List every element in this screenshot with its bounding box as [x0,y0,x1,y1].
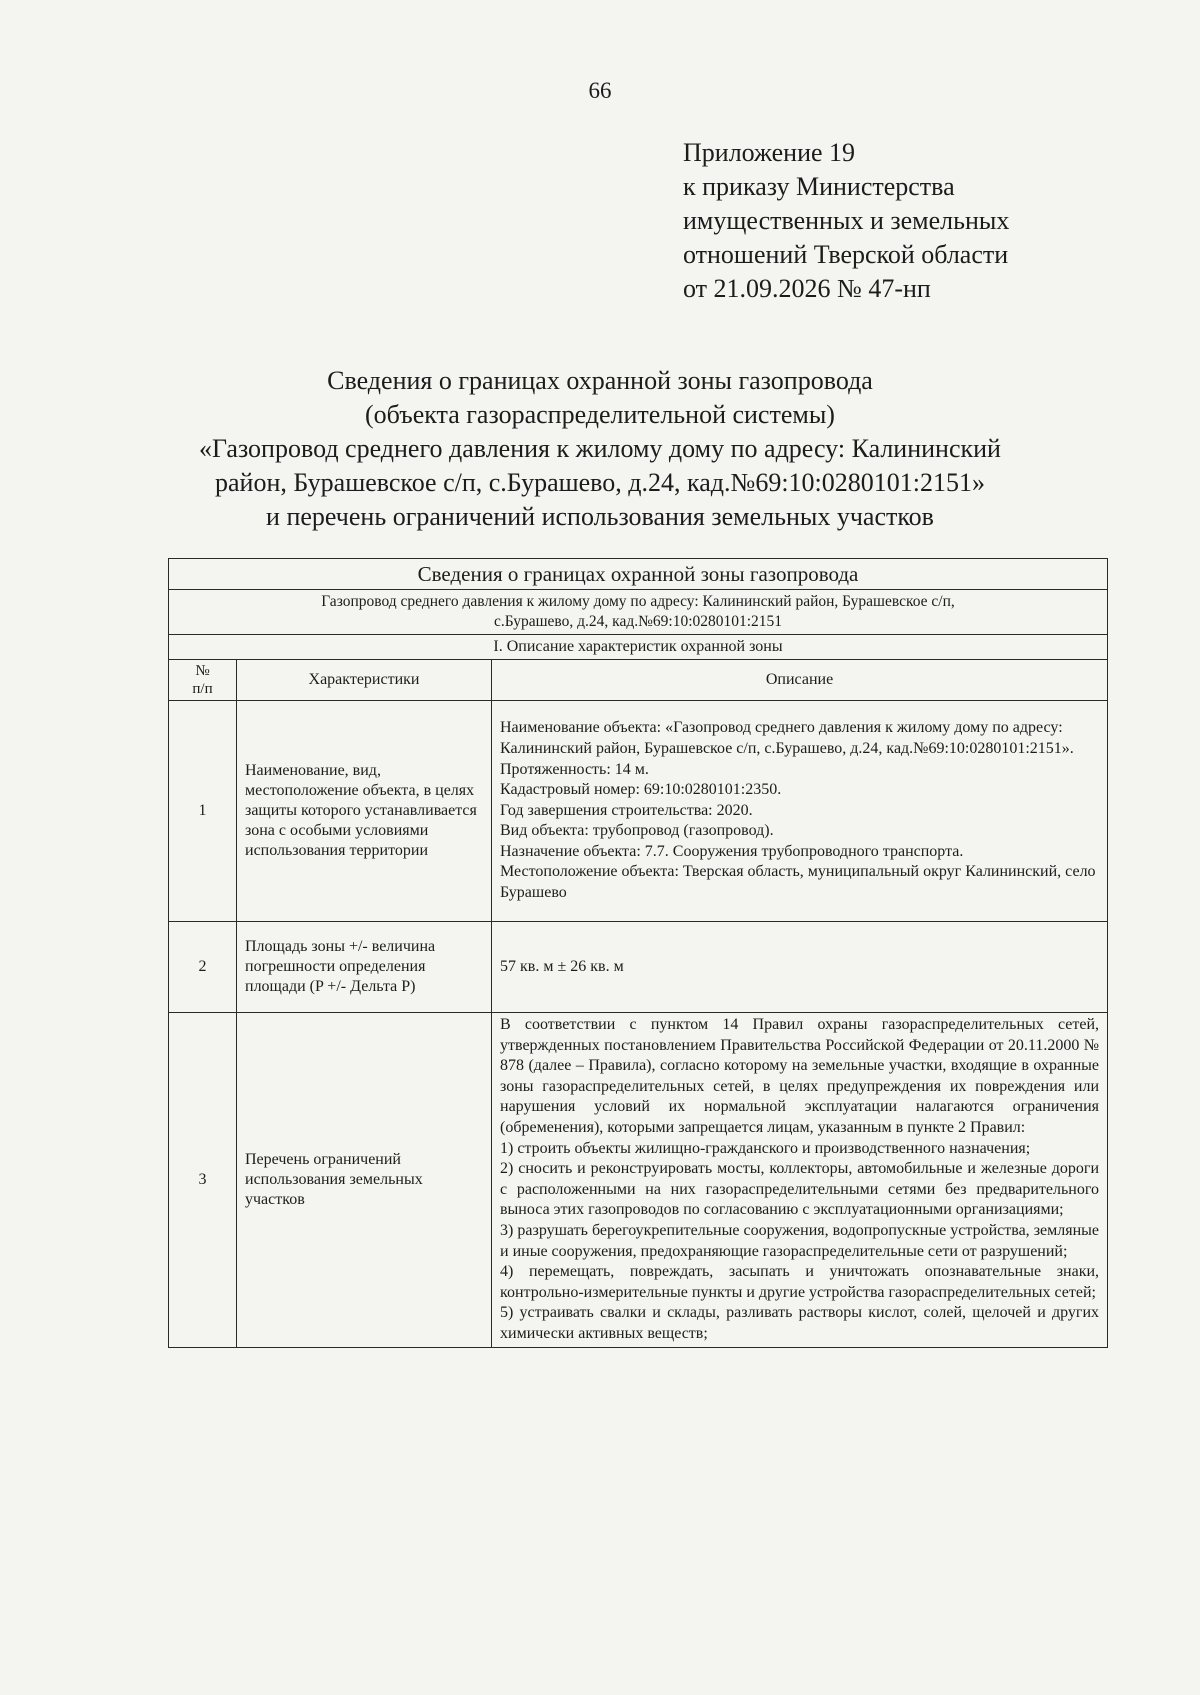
row-characteristic: Площадь зоны +/- величина погрешности определения площади (P +/- Дельта P) [237,922,492,1013]
description-paragraph: В соответствии с пунктом 14 Правил охраны газораспределительных сетей, утвержденных постановлением Правительства Российской Федерации от 20.11.2000 № 878 (далее – Правила), согласно которому на земельные участки, входящие в охранные зоны газораспределительных сетей, в целях предупреждения их повреждения или нарушения условий их нормальной эксплуатации налагаются ограничения (обременения), которыми запрещается лицам, указанным в пункте 2 Правил: [500,1016,1100,1136]
description-line: Вид объекта: трубопровод (газопровод). [500,822,774,840]
description-line: Наименование объекта: «Газопровод среднего давления к жилому дому по адресу: Калининский район, Бурашевское с/п, с.Бурашево, д.24, кад.№69:10:0280101:2151». [500,719,1074,757]
row-number: 1 [169,701,237,922]
description-line: Местоположение объекта: Тверская область, муниципальный округ Калининский, село Бурашево [500,863,1096,902]
column-header-number-line: п/п [192,681,213,697]
appendix-line: от 21.09.2026 № 47-нп [683,274,931,303]
column-header-number [169,660,237,701]
table-row [169,1013,1108,1348]
row-characteristic: Перечень ограничений использования земельных участков [237,1013,492,1348]
row-characteristic: Наименование, вид, местоположение объекта, в целях защиты которого устанавливается зона с особыми условиями использования территории [237,701,492,922]
column-header-description: Описание [492,660,1108,701]
appendix-line: отношений Тверской области [683,240,1009,269]
description-line: Назначение объекта: 7.7. Сооружения трубопроводного транспорта. [500,842,964,860]
row-description [492,701,1108,922]
row-description [492,1013,1108,1348]
page-number: 66 [588,78,612,103]
description-line: Протяженность: 14 м. [500,760,649,778]
description-paragraph: 3) разрушать берегоукрепительные сооружения, водопропускные устройства, земляные и иные сооружения, предохраняющие газораспределительные сети от разрушений; [500,1221,1100,1260]
description-line: Год завершения строительства: 2020. [500,801,753,819]
row-number: 2 [169,922,237,1013]
row-description [492,922,1108,1013]
description-paragraph: 2) сносить и реконструировать мосты, коллекторы, автомобильные и железные дороги с расположенными на них газораспределительными сетями без предварительного выноса этих газопроводов по согласованию с эксплуатационными организациями; [500,1160,1100,1219]
row-number: 3 [169,1013,237,1348]
description-paragraph: 1) строить объекты жилищно-гражданского и производственного назначения; [500,1139,1031,1157]
title-line: «Газопровод среднего давления к жилому дому по адресу: Калининский [199,434,1001,463]
zone-table [168,558,1108,1348]
table-header: Сведения о границах охранной зоны газопровода [169,559,1108,590]
appendix-line: Приложение 19 [683,138,856,167]
title-line: район, Бурашевское с/п, с.Бурашево, д.24, кад.№69:10:0280101:2151» [215,468,985,497]
table-row [169,922,1108,1013]
title-line: и перечень ограничений использования земельных участков [266,502,934,531]
description-line: 57 кв. м ± 26 кв. м [500,957,624,975]
document-title [150,364,1050,534]
table-row [169,701,1108,922]
appendix-line: имущественных и земельных [683,206,1010,235]
title-line: (объекта газораспределительной системы) [365,400,835,429]
column-header-number-line: № [195,663,210,679]
description-line: Кадастровый номер: 69:10:0280101:2350. [500,781,782,799]
title-line: Сведения о границах охранной зоны газопровода [327,366,873,395]
table-subheader [169,590,1108,635]
section-heading: I. Описание характеристик охранной зоны [169,635,1108,660]
column-header-characteristics: Характеристики [237,660,492,701]
appendix-line: к приказу Министерства [683,172,955,201]
subheader-line: с.Бурашево, д.24, кад.№69:10:0280101:2151 [493,613,783,630]
description-paragraph: 5) устраивать свалки и склады, разливать растворы кислот, солей, щелочей и других химически активных веществ; [500,1304,1100,1342]
appendix-block [683,136,1009,306]
description-paragraph: 4) перемещать, повреждать, засыпать и уничтожать опознавательные знаки, контрольно-измерительные пункты и другие устройства газораспределительных сетей; [500,1263,1100,1301]
subheader-line: Газопровод среднего давления к жилому дому по адресу: Калининский район, Бурашевское с/п, [321,593,955,610]
